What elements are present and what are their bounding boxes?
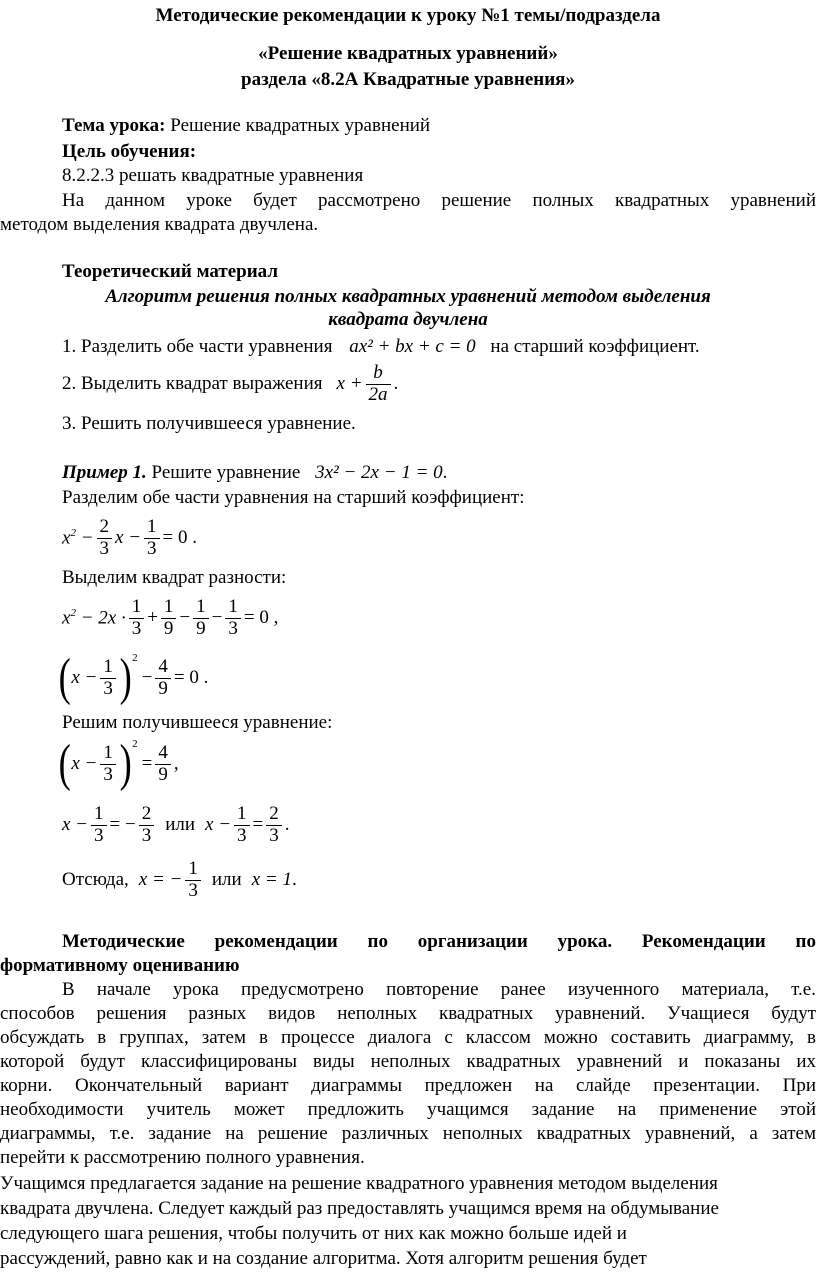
example-solve-text: Решим получившееся уравнение: [62, 712, 333, 733]
algorithm-step2: 2. Выделить квадрат выражения x + $\frac{b}{2a}$ . [62, 361, 399, 405]
algorithm-step3: 3. Решить получившееся уравнение. [62, 413, 356, 434]
topic-line [62, 114, 430, 138]
example-task: Решите уравнение [146, 462, 301, 483]
paragraph2-line4: рассуждений, равно как и на создание алгоритма. Хотя алгоритм решения будет [0, 1248, 647, 1269]
step2-text: 2. Выделить квадрат выражения [62, 373, 323, 394]
example-divide-text: Разделим обе части уравнения на старший коэффициент: [62, 487, 525, 508]
equation-solve-step2: x − $\frac{1}{3}$ = − $\frac{2}{3}$ или x − $\frac{1}{3}$ = $\frac{2}{3}$ . [62, 802, 290, 846]
intro-line2: методом выделения квадрата двучлена. [0, 214, 319, 235]
example-equation: 3x² − 2x − 1 = 0 [315, 462, 443, 483]
step1-text: 1. Разделить обе части уравнения [62, 336, 333, 357]
example-square-text: Выделим квадрат разности: [62, 567, 287, 588]
paragraph1-line6: необходимости учитель может предложить учащимся задание на применение этой [0, 1099, 816, 1120]
paragraph2-line1: Учащимся предлагается задание на решение квадратного уравнения методом выделения [0, 1173, 718, 1194]
algorithm-title-line2: квадрата двучлена [328, 309, 488, 330]
intro-line1: На данном уроке будет рассмотрено решение полных квадратных уравнений [62, 190, 816, 211]
paragraph2-line3: следующего шага решения, чтобы получить от них как можно больше идей и [0, 1223, 627, 1244]
equation-square-step2: ( x − $\frac{1}{3}$ ) $^2$ − $\frac{4}{9}$ = 0 . [58, 649, 209, 706]
paragraph1-line7: диаграммы, т.е. задание на решение различных неполных квадратных уравнений, а затем [0, 1123, 816, 1144]
equation-answer: Отсюда, x = − $\frac{1}{3}$ или x = 1 . [62, 857, 297, 901]
algorithm-title-line1: Алгоритм решения полных квадратных уравнений методом выделения [105, 286, 711, 307]
step1-tail: на старший коэффициент. [490, 336, 700, 357]
methodical-heading-line2: формативному оцениванию [0, 955, 240, 976]
header-title-line2: «Решение квадратных уравнений» [258, 43, 558, 64]
goal-label: Цель обучения: [62, 141, 197, 162]
paragraph1-line4: которой будут классифицированы виды неполных квадратных уравнений и показаны их [0, 1051, 816, 1072]
topic-label: Тема урока: [62, 115, 166, 136]
equation-solve-step1: ( x − $\frac{1}{3}$ ) $^2$ = $\frac{4}{9}$ , [58, 735, 179, 792]
goal-code: 8.2.2.3 решать квадратные уравнения [62, 165, 364, 186]
or-word-2: или [211, 869, 242, 890]
example-label: Пример 1. [62, 462, 147, 483]
paragraph1-line8: перейти к рассмотрению полного уравнения. [0, 1147, 365, 1168]
example-task-line: Пример 1. Решите уравнение 3x² − 2x − 1 = 0. [62, 462, 448, 483]
paragraph1-line3: обсуждать в группах, затем в процессе диалога с классом можно составить диаграмму, в [0, 1027, 816, 1048]
header-title-line3: раздела «8.2А Квадратные уравнения» [241, 69, 575, 90]
equation-divided: $x^2$ − $\frac{2}{3}$ x − $\frac{1}{3}$ = 0 . [62, 515, 197, 559]
fraction-b-over-2a: $\frac{b}{2a}$ [366, 363, 391, 406]
paragraph1-line5: корни. Окончательный вариант диаграммы предложен на слайде презентации. При [0, 1075, 816, 1096]
step2-expr: x + [336, 373, 363, 394]
or-word-1: или [165, 814, 196, 835]
paragraph1-line2: способов решения разных видов неполных квадратных уравнений. Учащиеся будут [0, 1003, 816, 1024]
step1-equation: ax² + bx + c = 0 [349, 336, 476, 357]
topic-value: Решение квадратных уравнений [165, 115, 431, 136]
theory-heading: Теоретический материал [62, 261, 278, 282]
equation-square-step1: $x^2 - 2x$ · $\frac{1}{3}$ + $\frac{1}{9}$ − $\frac{1}{9}$ − $\frac{1}{3}$ = 0 , [62, 595, 279, 639]
paragraph1-line1: В начале урока предусмотрено повторение ранее изученного материала, т.е. [62, 979, 816, 1000]
hence-word: Отсюда, [62, 869, 129, 890]
answer-x-equals-1: x = 1 [251, 869, 292, 890]
paragraph2-line2: квадрата двучлена. Следует каждый раз предоставлять учащимся время на обдумывание [0, 1198, 719, 1219]
methodical-heading-line1: Методические рекомендации по организации урока. Рекомендации по [62, 931, 816, 952]
header-title-line1: Методические рекомендации к уроку №1 темы/подраздела [155, 5, 661, 26]
